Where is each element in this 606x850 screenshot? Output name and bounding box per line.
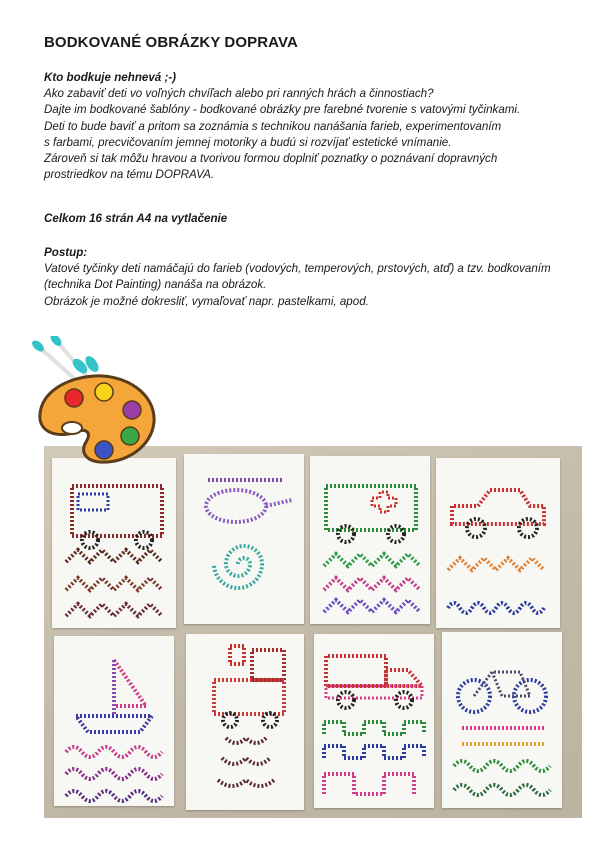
pages-note: Celkom 16 strán A4 na vytlačenie bbox=[44, 212, 228, 225]
intro-line: prostriedkov na tému DOPRAVA. bbox=[44, 168, 215, 182]
sheet-helicopter bbox=[184, 454, 304, 624]
procedure-line: Vatové tyčinky deti namáčajú do farieb (vodových, temperových, prstových, atď) a tzv. bodkovaním bbox=[44, 262, 551, 276]
sheet-train bbox=[186, 634, 304, 810]
intro-section bbox=[44, 70, 604, 183]
procedure-section bbox=[44, 245, 604, 310]
document-title: BODKOVANÉ OBRÁZKY DOPRAVA bbox=[44, 34, 298, 51]
paint-palette-icon bbox=[30, 336, 160, 466]
sheet-truck bbox=[314, 634, 434, 808]
intro-line: Ako zabaviť deti vo voľných chvíľach alebo pri ranných hrách a činnostiach? bbox=[44, 87, 434, 101]
sheet-ambulance bbox=[310, 456, 430, 624]
sheet-car bbox=[436, 458, 560, 628]
intro-heading: Kto bodkuje nehnevá ;-) bbox=[44, 71, 177, 84]
intro-line: Dajte im bodkované šablóny - bodkované obrázky pre farebné tvorenie s vatovými tyčinkami. bbox=[44, 103, 521, 117]
sheet-fire-truck bbox=[52, 458, 176, 628]
sheet-sailboat bbox=[54, 636, 174, 806]
sheet-bicycle bbox=[442, 632, 562, 808]
intro-line: s farbami, precvičovaním jemnej motoriky a budú si rozvíjať estetické vnímanie. bbox=[44, 135, 452, 149]
procedure-heading: Postup: bbox=[44, 246, 88, 259]
pages-note-section bbox=[44, 211, 604, 227]
dot-painting-photo bbox=[44, 446, 582, 818]
intro-line: Zároveň si tak môžu hravou a tvorivou formou doplniť poznatky o poznávaní dopravných bbox=[44, 152, 498, 166]
intro-line: Deti to bude baviť a pritom sa zoznámia s technikou nanášania farieb, experimentovaním bbox=[44, 119, 502, 133]
procedure-line: (technika Dot Painting) nanáša na obrázok. bbox=[44, 278, 267, 292]
procedure-line: Obrázok je možné dokresliť, vymaľovať napr. pastelkami, apod. bbox=[44, 294, 369, 308]
